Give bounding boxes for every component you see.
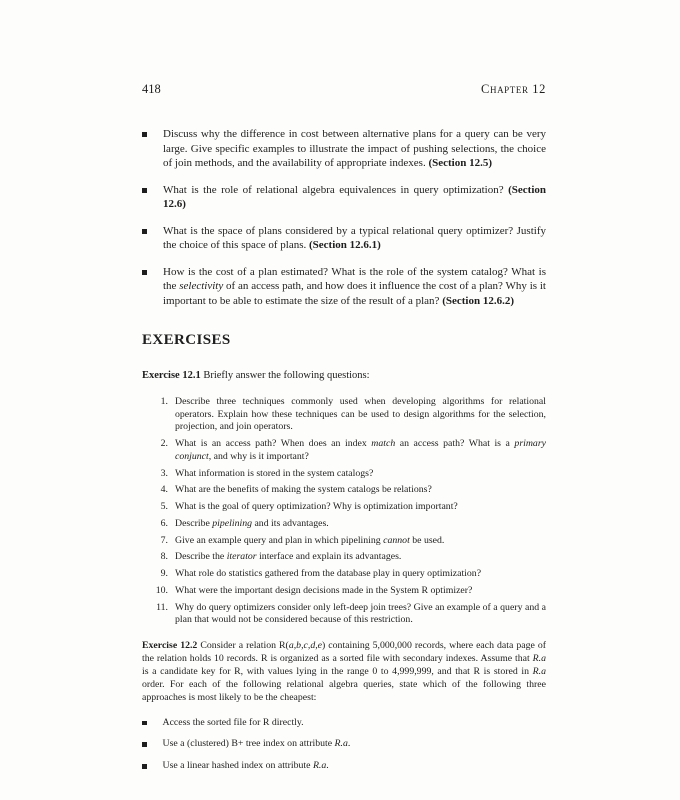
review-bullet [142, 183, 546, 212]
numbered-question [150, 484, 546, 497]
question-number: 2. [160, 438, 168, 450]
numbered-question [150, 501, 546, 514]
question-text: What is an access path? When does an index match an access path? What is a primary conjunct, and why is it important? [175, 438, 546, 462]
page-header [142, 82, 546, 97]
approach-text: Use a (clustered) B+ tree index on attribute R.a. [162, 738, 351, 750]
square-bullet-icon [142, 132, 147, 137]
exercise-12-2-approach-list [142, 717, 546, 773]
question-number: 5. [160, 501, 168, 513]
square-bullet-icon [142, 270, 147, 275]
approach-bullet [142, 760, 546, 773]
exercise-12-2-body-text: Consider a relation R(a,b,c,d,e) containing 5,000,000 records, where each data page of the relation holds 10 records. R is organized as a sorted file with secondary indexes. Assume that R.a is a candidate key for R, with values lying in the range 0 to 4,999,999, and that R is stored in R.a order. For each of the following relational algebra queries, state which of the following three approaches is most likely to be the cheapest: [142, 640, 547, 703]
question-number: 7. [160, 534, 168, 546]
page-content [142, 82, 546, 782]
question-text: What role do statistics gathered from the database play in query optimization? [175, 568, 482, 580]
question-number: 1. [160, 396, 168, 408]
question-number: 10. [155, 584, 168, 596]
page-number: 418 [142, 82, 161, 96]
question-text: What were the important design decisions made in the System R optimizer? [175, 584, 473, 596]
review-bullet-text: What is the space of plans considered by a typical relational query optimizer? Justify the choice of this space of plans. (Section 12.6.1) [163, 224, 546, 252]
review-bullet [142, 127, 546, 171]
review-bullet [142, 224, 546, 253]
chapter-header: Chapter 12 [481, 82, 546, 96]
square-bullet-icon [142, 742, 147, 747]
exercises-heading: EXERCISES [142, 332, 231, 349]
question-text: Give an example query and plan in which pipelining cannot be used. [175, 534, 445, 546]
approach-text: Use a linear hashed index on attribute R.a. [162, 760, 329, 772]
question-number: 11. [156, 601, 168, 613]
numbered-question [150, 551, 546, 564]
review-bullet [142, 265, 546, 309]
question-text: Why do query optimizers consider only left-deep join trees? Give an example of a query and a plan that would not be considered because of this restriction. [175, 601, 546, 626]
question-number: 8. [160, 551, 168, 563]
square-bullet-icon [142, 764, 147, 769]
numbered-question [150, 535, 546, 548]
exercise-12-1-question-list [142, 396, 546, 627]
exercise-12-2-paragraph [142, 640, 546, 705]
square-bullet-icon [142, 188, 147, 193]
review-bullet-text: What is the role of relational algebra equivalences in query optimization? (Section 12.6) [163, 183, 546, 211]
numbered-question [150, 568, 546, 581]
question-text: Describe the iterator interface and explain its advantages. [175, 551, 402, 563]
numbered-question [150, 438, 546, 463]
approach-bullet [142, 717, 546, 730]
numbered-question [150, 518, 546, 531]
question-number: 9. [160, 568, 168, 580]
question-text: What is the goal of query optimization? Why is optimization important? [175, 501, 458, 513]
question-text: Describe pipelining and its advantages. [175, 517, 329, 529]
numbered-question [150, 468, 546, 481]
numbered-question [150, 585, 546, 598]
review-bullet-text: How is the cost of a plan estimated? What is the role of the system catalog? What is the selectivity of an access path, and how does it influence the cost of a plan? Why is it important to be able to estimate the size of the result of a plan? (Section 12.6.2) [163, 265, 546, 307]
review-questions-list [142, 127, 546, 308]
exercise-12-1-intro-text: Briefly answer the following questions: [203, 370, 370, 382]
question-text: What are the benefits of making the system catalogs be relations? [175, 484, 432, 496]
square-bullet-icon [142, 721, 147, 726]
numbered-question [150, 602, 546, 627]
exercise-12-1-label: Exercise 12.1 [142, 370, 201, 382]
exercise-12-2-label: Exercise 12.2 [142, 640, 198, 652]
question-text: Describe three techniques commonly used when developing algorithms for relational operators. Explain how these techniques can be used to design algorithms for the selection, projection, and join operators. [175, 396, 546, 433]
question-text: What information is stored in the system catalogs? [175, 467, 374, 479]
exercise-12-1-intro [142, 369, 546, 383]
question-number: 4. [160, 484, 168, 496]
numbered-question [150, 396, 546, 434]
approach-text: Access the sorted file for R directly. [162, 716, 304, 728]
square-bullet-icon [142, 229, 147, 234]
question-number: 3. [160, 467, 168, 479]
review-bullet-text: Discuss why the difference in cost between alternative plans for a query can be very large. Give specific examples to illustrate the impact of pushing selections, the choice of join methods, and the availability of appropriate indexes. (Section 12.5) [163, 128, 546, 170]
approach-bullet [142, 738, 546, 751]
question-number: 6. [160, 517, 168, 529]
